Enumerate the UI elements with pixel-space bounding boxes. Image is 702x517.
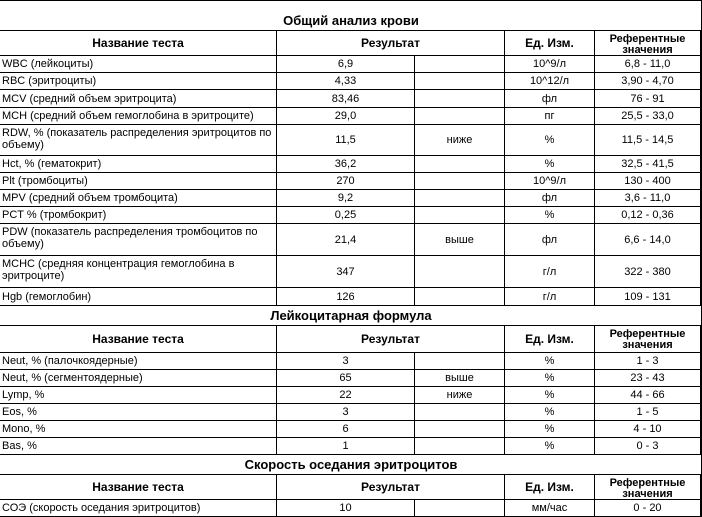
header-test-name: Название теста (0, 31, 277, 55)
table-row (0, 500, 702, 517)
header-unit: Ед. Изм. (505, 31, 595, 55)
table-row (0, 73, 702, 90)
test-unit: 10^9/л (505, 173, 595, 189)
test-name: Lymp, % (0, 387, 277, 403)
test-result: 270 (277, 173, 415, 189)
test-name: RBC (эритроциты) (0, 73, 277, 89)
table-header-esr (0, 475, 702, 500)
test-result: 347 (277, 256, 415, 287)
table-row (0, 108, 702, 125)
test-unit: г/л (505, 288, 595, 305)
test-flag (415, 404, 505, 420)
test-result: 36,2 (277, 156, 415, 172)
test-name: Eos, % (0, 404, 277, 420)
table-row (0, 404, 702, 421)
test-unit: % (505, 438, 595, 454)
test-unit: г/л (505, 256, 595, 287)
test-ref: 0 - 20 (595, 500, 701, 516)
test-ref: 1 - 3 (595, 353, 701, 369)
test-ref: 11,5 - 14,5 (595, 125, 701, 155)
test-flag (415, 421, 505, 437)
test-flag (415, 500, 505, 516)
test-ref: 6,6 - 14,0 (595, 224, 701, 255)
table-row (0, 156, 702, 173)
test-unit: фл (505, 90, 595, 107)
table-header-leukocyte (0, 326, 702, 353)
test-flag (415, 353, 505, 369)
test-name: Neut, % (сегментоядерные) (0, 370, 277, 386)
test-ref: 322 - 380 (595, 256, 701, 287)
test-unit: % (505, 421, 595, 437)
test-flag (415, 73, 505, 89)
table-row (0, 207, 702, 224)
header-unit: Ед. Изм. (505, 475, 595, 499)
test-flag: выше (415, 224, 505, 255)
header-ref: Референтные значения (595, 31, 701, 55)
table-row (0, 125, 702, 156)
test-result: 0,25 (277, 207, 415, 223)
test-name: Bas, % (0, 438, 277, 454)
test-result: 1 (277, 438, 415, 454)
test-ref: 0,12 - 0,36 (595, 207, 701, 223)
test-flag (415, 438, 505, 454)
test-unit: 10^12/л (505, 73, 595, 89)
test-ref: 44 - 66 (595, 387, 701, 403)
test-name: PCT % (тромбокрит) (0, 207, 277, 223)
test-unit: мм/час (505, 500, 595, 516)
test-ref: 130 - 400 (595, 173, 701, 189)
test-result: 9,2 (277, 190, 415, 206)
test-name: Hct, % (гематокрит) (0, 156, 277, 172)
test-name: MCHC (средняя концентрация гемоглобина в эритроците) (0, 256, 277, 287)
test-result: 6,9 (277, 56, 415, 72)
table-row (0, 370, 702, 387)
test-flag (415, 173, 505, 189)
header-test-name: Название теста (0, 475, 277, 499)
table-row (0, 56, 702, 73)
table-row (0, 438, 702, 455)
header-test-name: Название теста (0, 326, 277, 352)
table-row (0, 387, 702, 404)
header-unit: Ед. Изм. (505, 326, 595, 352)
header-result: Результат (277, 31, 505, 55)
test-name: СОЭ (скорость оседания эритроцитов) (0, 500, 277, 516)
table-row (0, 256, 702, 288)
test-flag (415, 207, 505, 223)
test-unit: % (505, 404, 595, 420)
test-unit: фл (505, 224, 595, 255)
table-row (0, 90, 702, 108)
test-name: Neut, % (палочкоядерные) (0, 353, 277, 369)
header-result: Результат (277, 326, 505, 352)
test-name: MCH (средний объем гемоглобина в эритроците) (0, 108, 277, 124)
test-flag (415, 288, 505, 305)
test-unit: % (505, 370, 595, 386)
test-ref: 76 - 91 (595, 90, 701, 107)
test-result: 126 (277, 288, 415, 305)
test-result: 21,4 (277, 224, 415, 255)
test-unit: % (505, 207, 595, 223)
test-result: 65 (277, 370, 415, 386)
test-name: WBC (лейкоциты) (0, 56, 277, 72)
header-ref: Референтные значения (595, 475, 701, 499)
table-row (0, 224, 702, 256)
test-name: Plt (тромбоциты) (0, 173, 277, 189)
test-flag: выше (415, 370, 505, 386)
test-result: 6 (277, 421, 415, 437)
test-flag: ниже (415, 387, 505, 403)
test-unit: фл (505, 190, 595, 206)
test-name: RDW, % (показатель распределения эритроцитов по объему) (0, 125, 277, 155)
test-name: MPV (средний объем тромбоцита) (0, 190, 277, 206)
test-ref: 32,5 - 41,5 (595, 156, 701, 172)
table-header-cbc (0, 31, 702, 56)
test-result: 29,0 (277, 108, 415, 124)
test-ref: 3,90 - 4,70 (595, 73, 701, 89)
test-ref: 4 - 10 (595, 421, 701, 437)
test-ref: 6,8 - 11,0 (595, 56, 701, 72)
table-row (0, 288, 702, 306)
table-row (0, 353, 702, 370)
section-title-esr: Скорость оседания эритроцитов (0, 455, 702, 475)
test-result: 3 (277, 353, 415, 369)
header-result: Результат (277, 475, 505, 499)
test-result: 83,46 (277, 90, 415, 107)
test-flag: ниже (415, 125, 505, 155)
section-title-leukocyte-formula: Лейкоцитарная формула (0, 306, 702, 326)
test-ref: 1 - 5 (595, 404, 701, 420)
test-name: MCV (средний объем эритроцита) (0, 90, 277, 107)
test-result: 10 (277, 500, 415, 516)
test-result: 3 (277, 404, 415, 420)
test-unit: % (505, 353, 595, 369)
test-unit: пг (505, 108, 595, 124)
test-result: 4,33 (277, 73, 415, 89)
table-row (0, 173, 702, 190)
test-result: 22 (277, 387, 415, 403)
test-name: Mono, % (0, 421, 277, 437)
test-unit: % (505, 125, 595, 155)
test-ref: 23 - 43 (595, 370, 701, 386)
test-name: PDW (показатель распределения тромбоцитов по объему) (0, 224, 277, 255)
test-unit: % (505, 387, 595, 403)
test-flag (415, 56, 505, 72)
test-ref: 109 - 131 (595, 288, 701, 305)
test-flag (415, 108, 505, 124)
test-flag (415, 90, 505, 107)
section-title-cbc: Общий анализ крови (0, 0, 702, 31)
test-ref: 25,5 - 33,0 (595, 108, 701, 124)
test-ref: 0 - 3 (595, 438, 701, 454)
test-unit: % (505, 156, 595, 172)
test-flag (415, 156, 505, 172)
header-ref: Референтные значения (595, 326, 701, 352)
test-unit: 10^9/л (505, 56, 595, 72)
test-flag (415, 190, 505, 206)
test-name: Hgb (гемоглобин) (0, 288, 277, 305)
test-ref: 3,6 - 11,0 (595, 190, 701, 206)
test-flag (415, 256, 505, 287)
test-result: 11,5 (277, 125, 415, 155)
table-row (0, 421, 702, 438)
table-row (0, 190, 702, 207)
